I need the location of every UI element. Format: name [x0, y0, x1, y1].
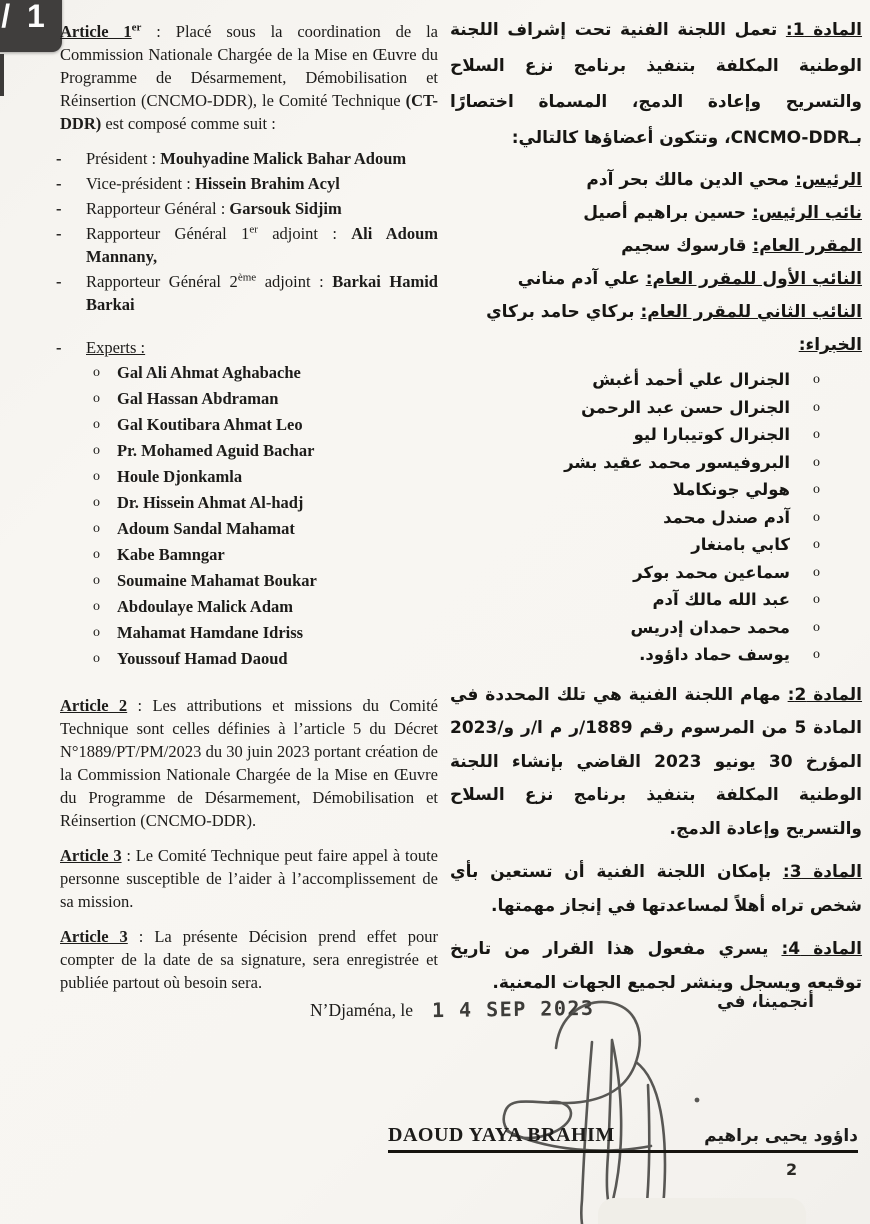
circle-bullet: o: [813, 427, 820, 442]
list-item: [56, 197, 438, 220]
expert-item: [56, 465, 438, 490]
circle-bullet: o: [813, 647, 820, 662]
circle-bullet: o: [813, 537, 820, 552]
officer-name: Ali Adoum Mannany,: [86, 224, 439, 266]
date-stamp: 1 4 SEP 2023: [431, 995, 595, 1023]
page-indicator-badge: / 1: [0, 0, 62, 52]
article-2-paragraph-ar: [450, 679, 862, 847]
signatory-name-latin: DAOUD YAYA BRAHIM: [388, 1124, 615, 1146]
expert-name-ar: عبد الله مالك آدم: [652, 590, 790, 609]
article-1-label: Article 1: [60, 22, 132, 41]
expert-name-ar: يوسف حماد داؤود.: [639, 645, 790, 664]
expert-name: Gal Ali Ahmat Aghabache: [117, 363, 301, 382]
expert-item-ar: [450, 586, 862, 614]
expert-name: Gal Koutibara Ahmat Leo: [117, 415, 303, 434]
expert-name: Pr. Mohamed Aguid Bachar: [117, 441, 315, 460]
list-item: [56, 172, 438, 195]
city-date-fr: N’Djaména, le: [310, 1000, 414, 1020]
scan-edge-artifact: [0, 54, 4, 96]
officer-item-ar: [450, 296, 862, 329]
article-3-paragraph-ar: [450, 856, 862, 923]
officer-role-ar: النائب الأول للمقرر العام:: [645, 269, 862, 289]
expert-item-ar: [450, 366, 862, 394]
circle-bullet: o: [813, 619, 820, 635]
circle-bullet: o: [93, 391, 100, 406]
expert-name: Kabe Bamngar: [117, 545, 225, 564]
expert-item-ar: [450, 559, 862, 587]
list-item: [56, 147, 438, 170]
article-3-label-ar: المادة 3:: [782, 862, 863, 882]
circle-bullet: o: [813, 592, 820, 607]
officer-name: Hissein Brahim Acyl: [194, 174, 340, 193]
circle-bullet: o: [93, 495, 100, 510]
officer-name: Garsouk Sidjim: [229, 199, 342, 218]
officer-name-ar: بركاي حامد بركاي: [486, 302, 635, 322]
expert-item: [56, 439, 438, 464]
expert-name: Gal Hassan Abdraman: [117, 389, 279, 408]
expert-name-ar: هولي جونكاملا: [672, 480, 790, 499]
circle-bullet: o: [93, 599, 100, 614]
list-item: - Rapporteur Général 2ème adjoint : Barkai Hamid Barkai: [56, 271, 438, 314]
officers-list-ar: [450, 164, 862, 329]
circle-bullet: o: [93, 521, 100, 536]
circle-bullet: o: [93, 443, 100, 458]
officer-role-ar: نائب الرئيس:: [751, 203, 862, 223]
officer-name-ar: حسين براهيم أصيل: [583, 203, 747, 223]
circle-bullet: o: [93, 573, 100, 588]
dash-bullet: -: [56, 272, 62, 291]
expert-name-ar: الجنرال علي أحمد أغبش: [592, 370, 790, 389]
expert-name-ar: كابي بامنغار: [691, 535, 790, 554]
article-2-body-ar: مهام اللجنة الفنية هي تلك المحددة في المادة 5 من المرسوم رقم 1889/ر م ا/ر و/2023 المؤرخ 30 يونيو 2023 القاضي بإنشاء اللجنة الوطنية المكلفة بتنفيذ برنامج نزع السلاح والتسريح وإعادة الدمج.: [450, 684, 863, 839]
expert-item: [56, 413, 438, 438]
expert-item: [56, 647, 438, 672]
expert-name-ar: البروفيسور محمد عقيد بشر: [564, 452, 790, 472]
article-3-paragraph: [60, 844, 438, 913]
article-3-label: Article 3: [60, 845, 122, 865]
article-3-body: : Le Comité Technique peut faire appel à toute personne susceptible de l’aider à l’accomplissement de sa mission.: [60, 845, 438, 911]
expert-item-ar: [450, 531, 862, 559]
arabic-column: [450, 12, 862, 1008]
expert-item: [56, 361, 438, 386]
expert-item: [56, 543, 438, 568]
article-1-paragraph-ar: [450, 12, 862, 156]
circle-bullet: o: [93, 547, 100, 562]
page-number: 2: [786, 1160, 798, 1179]
expert-name-ar: الجنرال كوتيبارا ليو: [633, 425, 790, 444]
officer-item-ar: [450, 197, 862, 230]
article-1-body-end: est composé comme suit :: [101, 114, 276, 133]
dash-bullet: -: [56, 224, 62, 243]
officer-role: Vice-président :: [86, 174, 191, 193]
circle-bullet: o: [93, 625, 100, 640]
expert-item-ar: [450, 449, 862, 477]
expert-name: Houle Djonkamla: [117, 467, 243, 486]
officer-name: Barkai Hamid Barkai: [86, 272, 438, 314]
officer-role: Rapporteur Général 1: [86, 224, 250, 243]
article-3b-body: : La présente Décision prend effet pour compter de la date de sa signature, sera enregistrée et publiée partout où besoin sera.: [60, 926, 438, 992]
experts-heading-ar: [450, 329, 862, 362]
article-1-body: : Placé sous la coordination de la Commission Nationale Chargée de la Mise en Œuvre du Programme de Désarmement, Démobilisation et Réinsertion (CNCMO-DDR), le Comité Technique: [60, 22, 438, 110]
officer-item-ar: [450, 164, 862, 197]
expert-name: Abdoulaye Malick Adam: [117, 597, 294, 616]
article-1-label-ar: المادة 1:: [785, 20, 863, 40]
article-1-paragraph: [60, 20, 438, 135]
officer-name: Mouhyadine Malick Bahar Adoum: [160, 149, 407, 168]
circle-bullet: o: [93, 365, 100, 380]
expert-name: Adoum Sandal Mahamat: [117, 519, 295, 538]
circle-bullet: o: [813, 509, 820, 525]
officer-role-ar: الرئيس:: [795, 170, 862, 190]
french-column: [56, 20, 439, 1006]
circle-bullet: o: [813, 482, 820, 497]
expert-name: Youssouf Hamad Daoud: [117, 649, 288, 668]
dash-bullet: -: [56, 199, 62, 218]
article-2-paragraph: [60, 694, 438, 832]
expert-item-ar: [450, 476, 862, 504]
article-3b-label: Article 3: [60, 926, 128, 946]
expert-item-ar: [450, 641, 862, 669]
expert-name-ar: آدم صندل محمد: [663, 507, 790, 527]
expert-item: [56, 595, 438, 620]
article-4-paragraph-ar: [450, 933, 862, 1000]
officer-role: Rapporteur Général 2: [86, 272, 238, 291]
officer-name-ar: قارسوك سجيم: [621, 236, 747, 256]
expert-item: [56, 569, 438, 594]
city-date-ar: أنجمينا، في: [717, 992, 814, 1012]
expert-name-ar: الجنرال حسن عبد الرحمن: [581, 397, 790, 417]
circle-bullet: o: [813, 399, 820, 415]
article-2-label: Article 2: [60, 695, 128, 715]
expert-item: [56, 621, 438, 646]
officer-role: Président :: [86, 149, 157, 168]
article-2-body: : Les attributions et missions du Comité Technique sont celles définies à l’article 5 du Décret N°1889/PT/PM/2023 du 30 juin 2023 portant création de la Commission Nationale Chargée de la Mise en Œuvre du Programme de Désarmement, Démobilisation et Réinsertion (CNCMO-DDR).: [60, 695, 438, 830]
signatory-name-arabic: داؤود يحيى براهيم: [704, 1126, 858, 1146]
officer-name-ar: علي آدم مناني: [517, 269, 640, 289]
expert-item-ar: [450, 421, 862, 449]
circle-bullet: o: [813, 454, 820, 470]
officer-role: Rapporteur Général :: [86, 199, 226, 218]
circle-bullet: o: [93, 469, 100, 484]
signatory-name-line: [388, 1124, 858, 1153]
expert-item-ar: [450, 504, 862, 532]
experts-heading-fr: [56, 336, 438, 359]
ct-ddr-acronym: (CT-DDR): [60, 91, 438, 133]
expert-item: [56, 387, 438, 412]
article-1-body-ar: تعمل اللجنة الفنية تحت إشراف اللجنة الوطنية المكلفة بتنفيذ برنامج نزع السلاح والتسريح وإعادة الدمج، المسماة اختصارًا بـCNCMO-DDR، وتتكون أعضاؤها كالتالي:: [450, 20, 862, 148]
experts-label-ar: الخبراء:: [798, 335, 862, 355]
circle-bullet: o: [813, 564, 820, 580]
article-1-superscript: er: [131, 21, 142, 34]
experts-label: Experts :: [86, 338, 146, 357]
circle-bullet: o: [813, 372, 820, 387]
expert-item-ar: [450, 614, 862, 642]
expert-name-ar: محمد حمدان إدريس: [630, 617, 790, 637]
expert-name-ar: سماعين محمد بوكر: [633, 562, 790, 582]
article-3-body-ar: بإمكان اللجنة الفنية أن تستعين بأي شخص تراه أهلاً لمساعدتها في إنجاز مهمتها.: [450, 862, 862, 916]
officer-item-ar: [450, 263, 862, 296]
expert-name: Dr. Hissein Ahmat Al-hadj: [117, 493, 304, 512]
handwritten-signature: [455, 995, 715, 1224]
officer-name-ar: محي الدين مالك بحر آدم: [586, 170, 790, 190]
officers-list-fr: [56, 147, 439, 316]
article-2-label-ar: المادة 2:: [787, 684, 863, 705]
circle-bullet: o: [93, 651, 100, 666]
experts-list-fr: [60, 361, 438, 672]
dash-bullet: -: [56, 174, 62, 193]
officer-role-ar: النائب الثاني للمقرر العام:: [640, 302, 862, 322]
dash-bullet: -: [56, 149, 62, 168]
article-4-label-ar: المادة 4:: [781, 939, 863, 959]
list-item: - Rapporteur Général 1er adjoint : Ali Adoum Mannany,: [56, 223, 439, 266]
article-3b-paragraph: [60, 925, 438, 994]
scan-bottom-artifact: [598, 1198, 806, 1224]
experts-list-ar: [450, 366, 862, 669]
circle-bullet: o: [93, 417, 100, 432]
expert-item: [56, 517, 438, 542]
article-4-body-ar: يسري مفعول هذا القرار من تاريخ توقيعه ويسجل وينشر لجميع الجهات المعنية.: [450, 939, 862, 993]
expert-name: Soumaine Mahamat Boukar: [117, 571, 317, 590]
dash-bullet: -: [56, 338, 62, 357]
expert-item-ar: [450, 394, 862, 422]
officer-role-ar: المقرر العام:: [752, 236, 862, 256]
expert-name: Mahamat Hamdane Idriss: [117, 623, 304, 642]
expert-item: [56, 491, 438, 516]
officer-item-ar: [450, 230, 862, 263]
